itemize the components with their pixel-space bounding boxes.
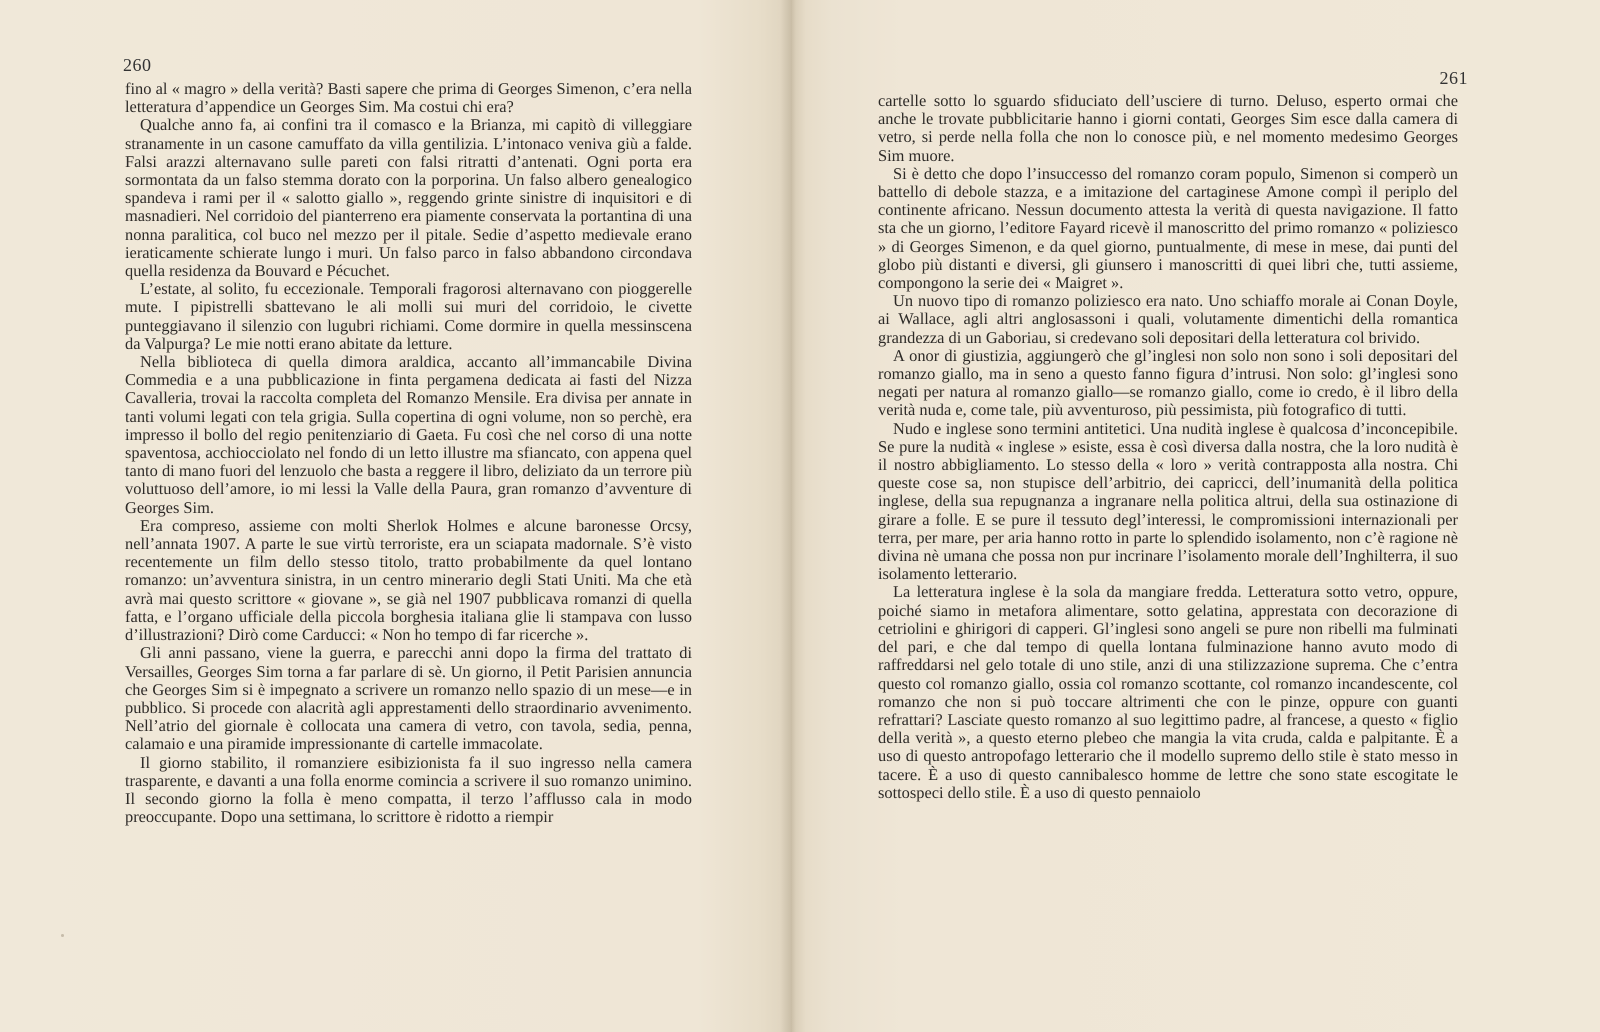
right-paragraph-1: cartelle sotto lo sguardo sfiduciato dell’usciere di turno. Deluso, esperto ormai che anche le trovate pubblicitarie hanno i giorni contati, Georges Sim esce dalla camera di vetro, si perde nella folla che non lo conosce più, e nel momento medesimo Georges Sim muore. [878,91,1458,165]
right-page-number: 261 [1439,68,1468,88]
left-paragraph-6: Gli anni passano, viene la guerra, e parecchi anni dopo la firma del trattato di Versailles, Georges Sim torna a far parlare di sè. Un giorno, il Petit Parisien annuncia che Georges Sim si è impegnato a scrivere un romanzo nello spazio di un mese—e in pubblico. Si procede con alacrità agli apprestamenti dello straordinario avvenimento. Nell’atrio del giornale è collocata una camera di vetro, con tavola, sedia, penna, calamaio e una piramide impressionante di cartelle immacolate. [125,643,692,754]
right-paragraph-4: A onor di giustizia, aggiungerò che gl’inglesi non solo non sono i soli depositari del romanzo giallo, ma in seno a questo fanno figura d’intrusi. Non solo: gl’inglesi sono negati per natura al romanzo giallo—se romanzo giallo, come io credo, è il libro della verità nuda e, come tale, più avventuroso, più pessimista, più fotografico di tutti. [878,345,1458,420]
left-paragraph-2: Qualche anno fa, ai confini tra il comasco e la Brianza, mi capitò di villeggiare stranamente in un casone camuffato da villa gentilizia. L’intonaco veniva giù a falde. Falsi arazzi alternavano sulle pareti con falsi ritratti d’antenati. Ogni porta era sormontata da un falso stemma dorato con la porporina. Un falso albero genealogico spandeva i rami per il « salotto giallo », reggendo grinte sinistre di inquisitori e di masnadieri. Nel corridoio del pianterreno era piamente conservata la portantina di una nonna paralitica, col buco nel mezzo per il pitale. Sedie d’aspetto medievale erano ieraticamente schierate lungo i muri. Un falso parco in falso abbandono circondava quella residenza da Bouvard e Pécuchet. [125,115,692,281]
right-page-text [878,92,1458,802]
left-paragraph-5: Era compreso, assieme con molti Sherlok Holmes e alcune baronesse Orcsy, nell’annata 1907. A parte le sue virtù terroriste, era un sciapata madornale. S’è visto recentemente un film dello stesso titolo, tratto probabilmente da quel lontano romanzo: un’avventura sinistra, in un centro minerario degli Stati Uniti. Ma che età avrà mai questo scrittore « giovane », se già nel 1907 pubblicava romanzi di quella fatta, e l’organo ufficiale della piccola borghesia italiana glie li stampava con lusso d’illustrazioni? Dirò come Carducci: « Non ho tempo di far ricerche ». [125,515,692,645]
left-page-text [125,80,692,826]
right-paragraph-6: La letteratura inglese è la sola da mangiare fredda. Letteratura sotto vetro, oppure, poiché siamo in metafora alimentare, sotto gelatina, apprestata con decorazione di cetriolini e ghirigori di capperi. Gl’inglesi sono angeli se pure non ribelli ma fulminati del pari, e che dal tempo di quella lontana fulminazione hanno avuto modo di raffreddarsi nel gelo totale di uno stile, anzi di una stilizzazione suprema. Che c’entra questo col romanzo giallo, ossia col romanzo scottante, col romanzo incandescente, col romanzo che non si può toccare altrimenti che con le pinze, oppure con guanti refrattari? Lasciate questo romanzo al suo legittimo padre, al francese, a questo « figlio della verità », a questo eterno plebeo che mangia la vita cruda, calda e palpitante. È a uso di questo antropofago letterario che il modello supremo dello stile è stato messo in tacere. È a uso di questo cannibalesco homme de lettre che sono state escogitate le sottospeci dello stile. È a uso di questo pennaiolo [878,582,1458,802]
left-page [0,0,792,1032]
right-page [792,0,1600,1032]
left-paragraph-7: Il giorno stabilito, il romanziere esibizionista fa il suo ingresso nella camera trasparente, e davanti a una folla enorme comincia a scrivere il suo romanzo unimino. Il secondo giorno la folla è meno compatta, il terzo l’afflusso cala in modo preoccupante. Dopo una settimana, lo scrittore è ridotto a riempir [125,752,692,827]
left-paragraph-1: fino al « magro » della verità? Basti sapere che prima di Georges Simenon, c’era nella letteratura d’appendice un Georges Sim. Ma costui chi era? [125,79,692,117]
right-paragraph-2: Si è detto che dopo l’insuccesso del romanzo coram populo, Simenon si comperò un battello di debole stazza, e a imitazione del cartaginese Amone compì il periplo del continente africano. Nessun documento attesta la verità di questa navigazione. Il fatto sta che un giorno, l’editore Fayard ricevè il manoscritto del primo romanzo « poliziesco » di Georges Simenon, e da quel giorno, puntualmente, di mese in mese, dai punti del globo più distanti e diversi, gli giunsero i manoscritti di quei libri che, tutti assieme, compongono la serie dei « Maigret ». [878,163,1458,293]
paper-speck [61,934,64,937]
right-paragraph-5: Nudo e inglese sono termini antitetici. Una nudità inglese è qualcosa d’inconcepibile. Se pure la nudità « inglese » esiste, essa è così diversa dalla nostra, che la loro nudità è il nostro abbigliamento. Lo stesso della « loro » verità contrapposta alla nostra. Chi queste cose sa, non stupisce dell’arbitrio, dei capricci, dell’inumanità della politica inglese, della sua repugnanza a ingranare nella politica altrui, della sua ostinazione di girare a folle. E se pure il tessuto degl’interessi, le compromissioni internazionali per terra, per mare, per aria hanno rotto in parte lo splendido isolamento, non c’è ragione nè divina nè umana che possa non pur incrinare l’isolamento morale dell’Inghilterra, il suo isolamento letterario. [878,418,1458,584]
right-paragraph-3: Un nuovo tipo di romanzo poliziesco era nato. Uno schiaffo morale ai Conan Doyle, ai Wallace, agli altri anglosassoni i quali, volutamente dimentichi della romantica grandezza di un Gaboriau, si credevano soli depositari della letteratura col brivido. [878,291,1458,347]
left-paragraph-3: L’estate, al solito, fu eccezionale. Temporali fragorosi alternavano con pioggerelle mute. I pipistrelli sbattevano le ali molli sui muri del corridoio, le civette punteggiavano il silenzio con lugubri richiami. Come dormire in quella messinscena da Valpurga? Le mie notti erano abitate da letture. [125,279,692,353]
left-page-number: 260 [123,55,152,75]
left-paragraph-4: Nella biblioteca di quella dimora araldica, accanto all’immancabile Divina Commedia e a una pubblicazione in finta pergamena dedicata ai fasti del Nizza Cavalleria, trovai la raccolta completa del Romanzo Mensile. Era divisa per annate in tanti volumi legati con tela grigia. Sulla copertina di ogni volume, non so perchè, era impresso il bollo del regio penitenziario di Gaeta. Fu così che nel corso di una notte spaventosa, acchiocciolato nel fondo di un letto illustre ma sfiancato, con appena quel tanto di mano fuori del lenzuolo che basta a reggere il libro, deliziato da un terrore più voluttuoso dell’amore, io mi lessi la Valle della Paura, gran romanzo d’avventure di Georges Sim. [125,352,692,517]
